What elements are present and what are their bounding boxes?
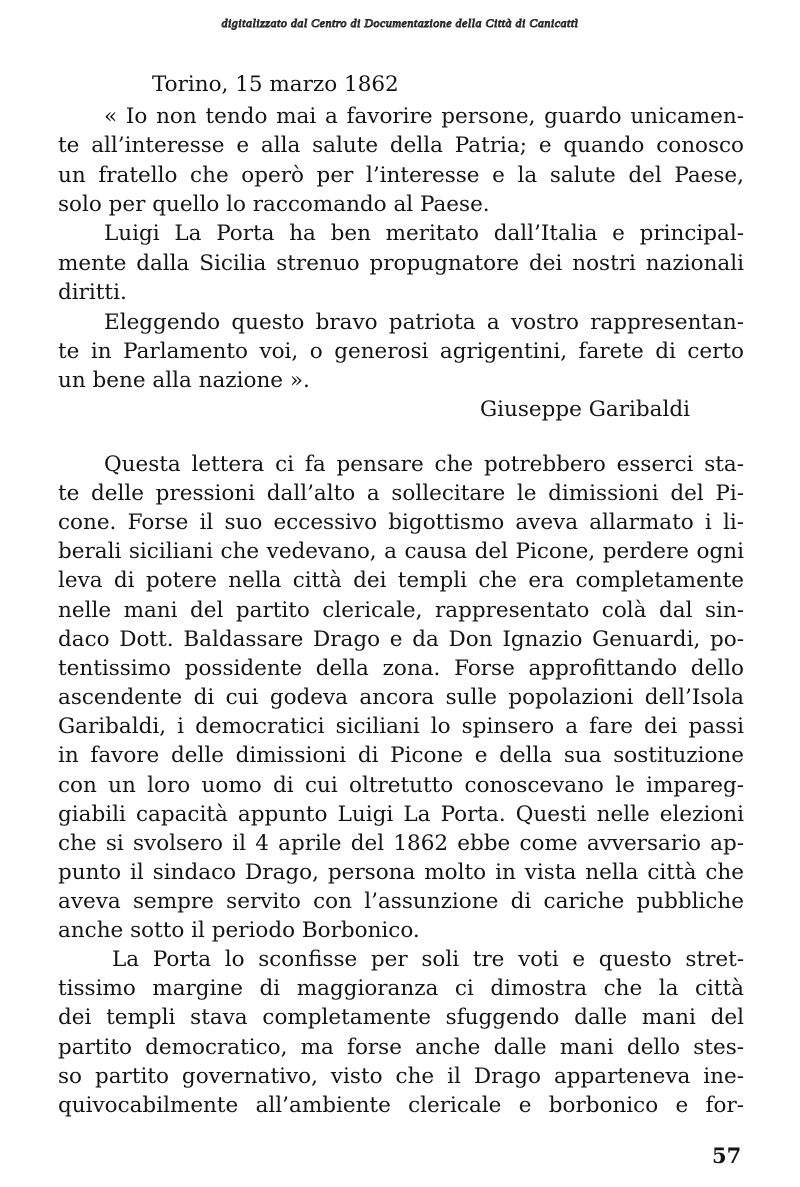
body-line: La Porta lo sconfisse per soli tre voti e questo stret- [112, 947, 744, 972]
letter-signature: Giuseppe Garibaldi [480, 397, 690, 422]
body-line: daco Dott. Baldassare Drago e da Don Ignazio Genuardi, po- [58, 627, 744, 652]
body-line: giabili capacità appunto Luigi La Porta. Questi nelle elezioni [58, 802, 744, 827]
body-line: con un loro uomo di cui oltretutto conoscevano le impareg- [58, 773, 744, 798]
letter-line: « Io non tendo mai a favorire persone, guardo unicamen- [104, 104, 744, 129]
body-line: punto il sindaco Drago, persona molto in vista nella città che [58, 860, 744, 885]
letter-date: Torino, 15 marzo 1862 [152, 72, 399, 97]
body-line: quivocabilmente all’ambiente clericale e borbonico e for- [58, 1093, 744, 1118]
body-line: anche sotto il periodo Borbonico. [58, 918, 420, 943]
page-number: 57 [712, 1143, 742, 1168]
body-line: Garibaldi, i democratici siciliani lo spinsero a fare dei passi [58, 714, 744, 739]
body-line: aveva sempre servito con l’assunzione di cariche pubbliche [58, 889, 744, 914]
letter-line: te all’interesse e alla salute della Patria; e quando conosco [58, 133, 744, 158]
body-line: cone. Forse il suo eccessivo bigottismo aveva allarmato i li- [58, 510, 744, 535]
body-line: berali siciliani che vedevano, a causa del Picone, perdere ogni [58, 539, 744, 564]
body-line: dei templi stava completamente sfuggendo dalle mani del [58, 1005, 744, 1030]
letter-line: un fratello che operò per l’interesse e la salute del Paese, [58, 163, 744, 188]
letter-line: te in Parlamento voi, o generosi agrigentini, farete di certo [58, 339, 744, 364]
letter-line: Luigi La Porta ha ben meritato dall’Italia e principal- [104, 221, 744, 246]
body-line: so partito governativo, visto che il Drago apparteneva ine- [58, 1064, 744, 1089]
body-line: te delle pressioni dall’alto a sollecitare le dimissioni del Pi- [58, 481, 744, 506]
body-line: leva di potere nella città dei templi che era completamente [58, 568, 744, 593]
body-line: tissimo margine di maggioranza ci dimostra che la città [58, 976, 744, 1001]
letter-line: un bene alla nazione ». [58, 368, 310, 393]
watermark: digitalizzato dal Centro di Documentazione della Città di Canicattì [221, 16, 579, 30]
letter-line: mente dalla Sicilia strenuo propugnatore dei nostri nazionali [58, 251, 744, 276]
body-line: tentissimo possidente della zona. Forse approfittando dello [58, 656, 744, 681]
letter-line: diritti. [58, 280, 127, 305]
body-line: in favore delle dimissioni di Picone e della sua sostituzione [58, 743, 744, 768]
body-line: nelle mani del partito clericale, rappresentato colà dal sin- [58, 598, 744, 623]
body-line: Questa lettera ci fa pensare che potrebbero esserci sta- [104, 452, 744, 477]
body-line: ascendente di cui godeva ancora sulle popolazioni dell’Isola [58, 685, 744, 710]
letter-line: solo per quello lo raccomando al Paese. [58, 192, 490, 217]
letter-line: Eleggendo questo bravo patriota a vostro rappresentan- [104, 310, 744, 335]
body-line: che si svolsero il 4 aprile del 1862 ebbe come avversario ap- [58, 831, 744, 856]
body-line: partito democratico, ma forse anche dalle mani dello stes- [58, 1035, 744, 1060]
